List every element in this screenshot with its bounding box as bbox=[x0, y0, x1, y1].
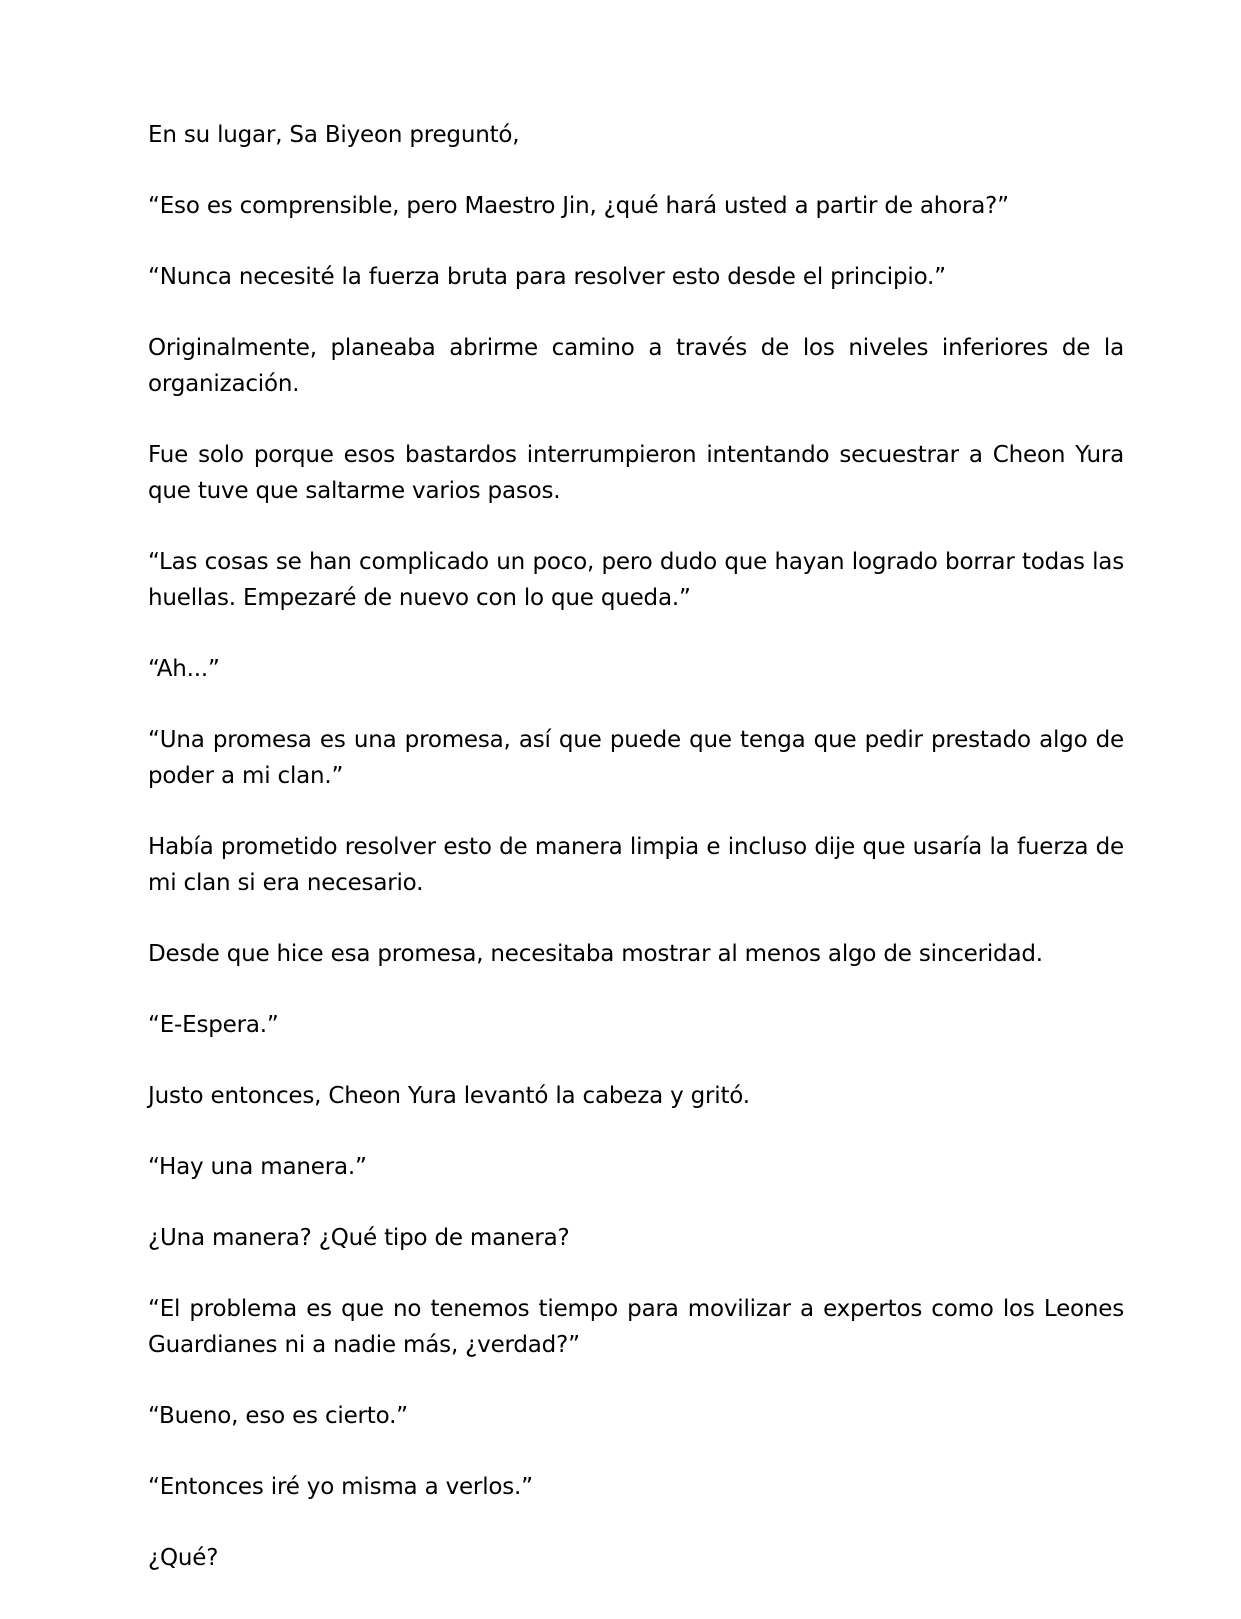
paragraph: En su lugar, Sa Biyeon preguntó, bbox=[148, 122, 520, 148]
paragraph: ¿Una manera? ¿Qué tipo de manera? bbox=[148, 1225, 570, 1251]
paragraph: “Eso es comprensible, pero Maestro Jin, ¿qué hará usted a partir de ahora?” bbox=[148, 193, 1009, 219]
paragraph: “El problema es que no tenemos tiempo para movilizar a expertos como los Leones Guardianes ni a nadie más, ¿verdad?” bbox=[148, 1296, 1124, 1358]
paragraph: Desde que hice esa promesa, necesitaba mostrar al menos algo de sinceridad. bbox=[148, 941, 1043, 967]
paragraph: “Nunca necesité la fuerza bruta para resolver esto desde el principio.” bbox=[148, 264, 946, 290]
paragraph: “Bueno, eso es cierto.” bbox=[148, 1403, 408, 1429]
paragraph: Fue solo porque esos bastardos interrumpieron intentando secuestrar a Cheon Yura que tuve que saltarme varios pasos. bbox=[148, 442, 1124, 504]
paragraph: “Ah...” bbox=[148, 656, 220, 682]
paragraph: “Las cosas se han complicado un poco, pero dudo que hayan logrado borrar todas las huellas. Empezaré de nuevo con lo que queda.” bbox=[148, 549, 1124, 611]
paragraph: Justo entonces, Cheon Yura levantó la cabeza y gritó. bbox=[148, 1083, 750, 1109]
paragraph: “E-Espera.” bbox=[148, 1012, 279, 1038]
document-page bbox=[148, 117, 1124, 1611]
paragraph: ¿Qué? bbox=[148, 1545, 219, 1571]
paragraph: “Hay una manera.” bbox=[148, 1154, 367, 1180]
paragraph: “Una promesa es una promesa, así que puede que tenga que pedir prestado algo de poder a mi clan.” bbox=[148, 727, 1124, 789]
paragraph: Había prometido resolver esto de manera limpia e incluso dije que usaría la fuerza de mi clan si era necesario. bbox=[148, 834, 1124, 896]
paragraph: “Entonces iré yo misma a verlos.” bbox=[148, 1474, 533, 1500]
paragraph: Originalmente, planeaba abrirme camino a través de los niveles inferiores de la organización. bbox=[148, 335, 1124, 397]
